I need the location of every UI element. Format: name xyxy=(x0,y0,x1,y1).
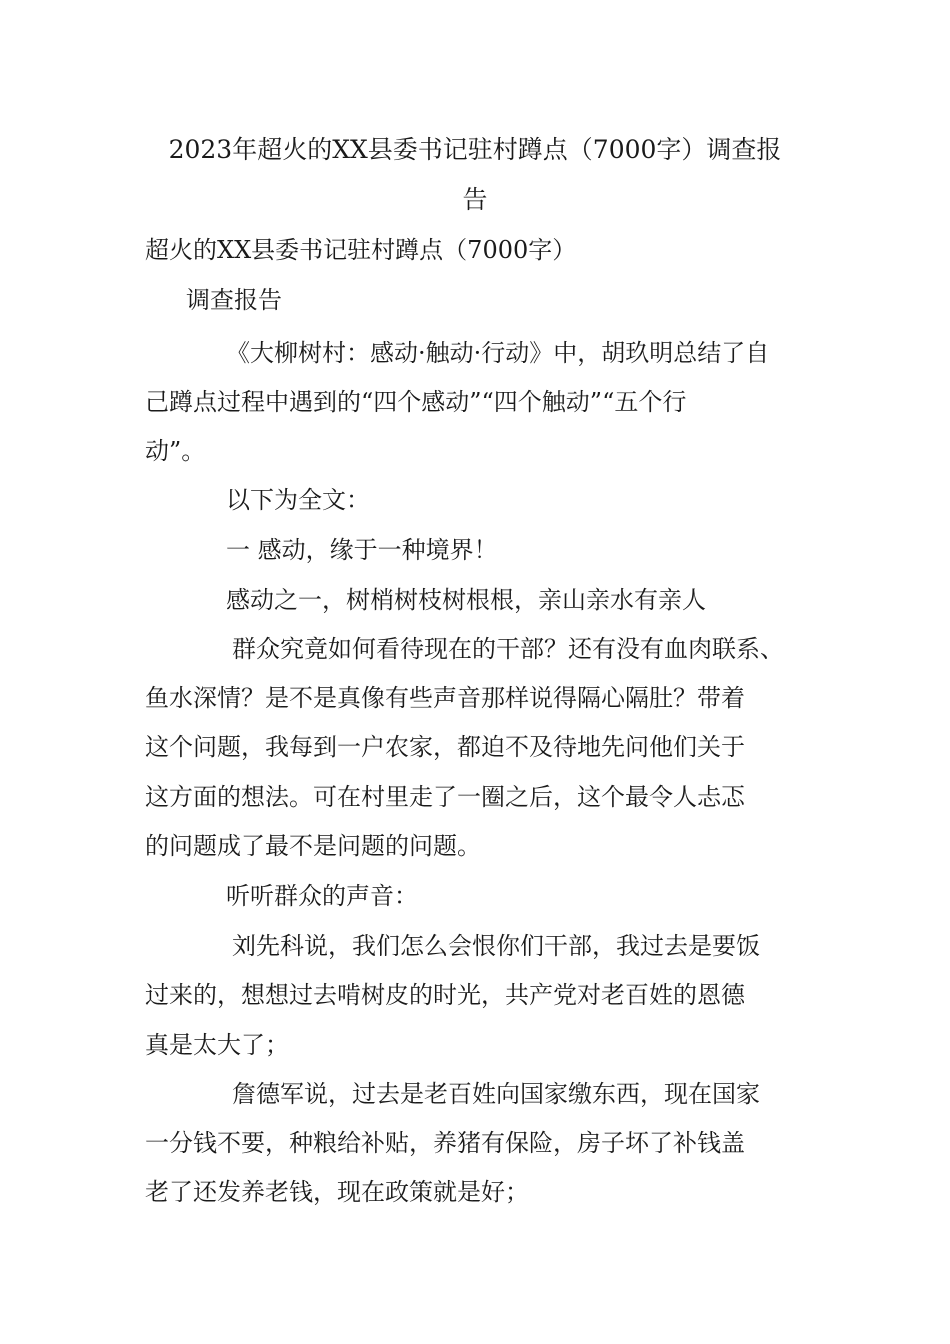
full-text-label: 以下为全文： xyxy=(226,486,370,514)
paragraph-line: 这个问题，我每到一户农家，都迫不及待地先问他们关于 xyxy=(145,733,745,761)
title-line-2: 告 xyxy=(462,185,488,214)
paragraph-line: 詹德军说，过去是老百姓向国家缴东西，现在国家 xyxy=(232,1080,760,1108)
intro-line: 《大柳树村：感动·触动·行动》中，胡玖明总结了自 xyxy=(226,339,770,367)
paragraph-line: 这方面的想法。可在村里走了一圈之后，这个最令人忐忑 xyxy=(145,783,745,811)
paragraph-line: 真是太大了； xyxy=(145,1031,289,1059)
intro-line: 动”。 xyxy=(145,437,206,465)
subsection-heading: 感动之一，树梢树枝树根根，亲山亲水有亲人 xyxy=(226,586,706,614)
document-subtitle: 超火的XX县委书记驻村蹲点（7000字） xyxy=(145,236,577,264)
paragraph-line: 刘先科说，我们怎么会恨你们干部，我过去是要饭 xyxy=(232,932,760,960)
paragraph-line: 老了还发养老钱，现在政策就是好； xyxy=(145,1178,529,1206)
paragraph-line: 一分钱不要，种粮给补贴，养猪有保险，房子坏了补钱盖 xyxy=(145,1129,745,1157)
paragraph-line: 群众究竟如何看待现在的干部？还有没有血肉联系、 xyxy=(232,635,784,663)
section-heading: 一 感动，缘于一种境界！ xyxy=(226,536,498,564)
title-line-1: 2023年超火的XX县委书记驻村蹲点（7000字）调查报 xyxy=(168,135,782,164)
paragraph-line: 鱼水深情？是不是真像有些声音那样说得隔心隔肚？带着 xyxy=(145,684,745,712)
paragraph-line: 的问题成了最不是问题的问题。 xyxy=(145,832,481,860)
paragraph-line: 过来的，想想过去啃树皮的时光，共产党对老百姓的恩德 xyxy=(145,981,745,1009)
document-subheading: 调查报告 xyxy=(186,286,282,314)
document-title xyxy=(140,125,810,225)
intro-line: 己蹲点过程中遇到的“四个感动”“四个触动”“五个行 xyxy=(145,388,687,416)
voices-label: 听听群众的声音： xyxy=(226,882,418,910)
